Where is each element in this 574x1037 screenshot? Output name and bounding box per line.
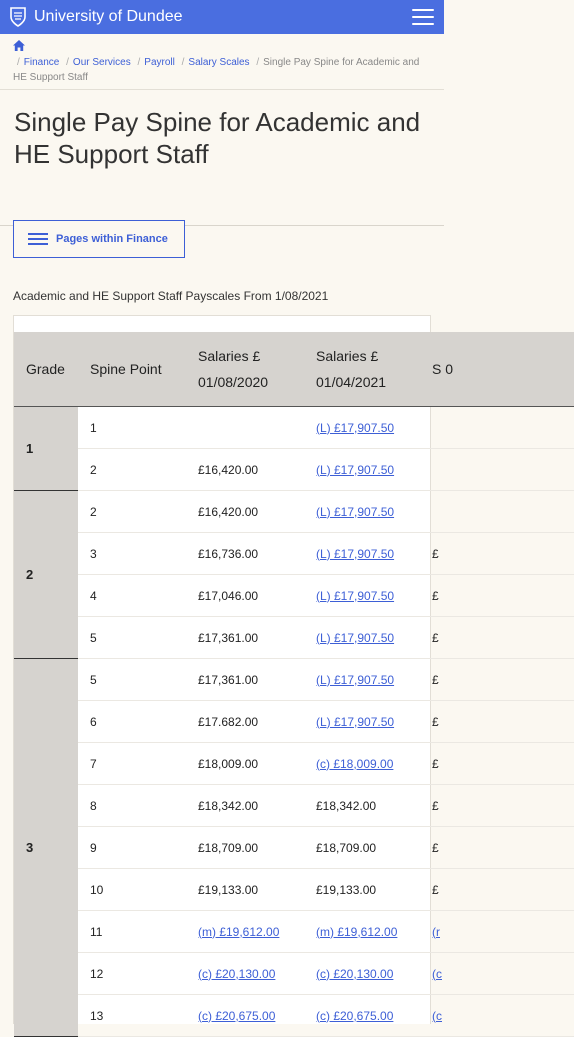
salary-next-cell: £ <box>420 701 574 743</box>
header-salary-2021: Salaries £ 01/04/2021 <box>304 332 420 407</box>
salary-2021-cell <box>304 911 420 953</box>
salary-2020-cell <box>186 407 304 449</box>
spine-point-cell: 6 <box>78 701 186 743</box>
salary-next-cell: £ <box>420 827 574 869</box>
salary-2020-cell-link[interactable]: (m) £19,612.00 <box>198 924 280 939</box>
salary-2020-cell: £17,361.00 <box>186 617 304 659</box>
salary-table <box>14 332 574 1037</box>
spine-point-cell: 2 <box>78 491 186 533</box>
spine-point-cell: 5 <box>78 659 186 701</box>
salary-2020-cell: £19,133.00 <box>186 869 304 911</box>
pages-within-finance-button[interactable] <box>13 220 185 258</box>
spine-point-cell: 5 <box>78 617 186 659</box>
table-row <box>14 785 574 827</box>
salary-next-cell-link[interactable]: (c <box>432 966 442 981</box>
breadcrumb-current: Single Pay Spine for Academic and HE Support Staff <box>13 57 420 83</box>
salary-2021-cell <box>304 659 420 701</box>
spine-point-cell: 8 <box>78 785 186 827</box>
salary-next-cell: £ <box>420 869 574 911</box>
table-row <box>14 953 574 995</box>
spine-point-cell: 11 <box>78 911 186 953</box>
salary-2020-cell: £17,046.00 <box>186 575 304 617</box>
table-row <box>14 995 574 1037</box>
spine-point-cell: 4 <box>78 575 186 617</box>
site-title[interactable]: University of Dundee <box>34 8 183 25</box>
salary-2020-cell: £18,342.00 <box>186 785 304 827</box>
table-row <box>14 491 574 533</box>
spine-point-cell: 13 <box>78 995 186 1037</box>
salary-next-cell-link[interactable]: (c <box>432 1008 442 1023</box>
salary-2020-cell <box>186 911 304 953</box>
salary-next-cell <box>420 491 574 533</box>
grade-cell: 2 <box>14 491 78 659</box>
list-menu-icon <box>28 233 48 245</box>
table-row <box>14 659 574 701</box>
salary-2021-cell-link[interactable]: (m) £19,612.00 <box>316 924 398 939</box>
salary-2021-cell <box>304 491 420 533</box>
breadcrumb-finance[interactable]: Finance <box>23 57 60 68</box>
table-row <box>14 911 574 953</box>
table-header-row <box>14 332 574 407</box>
spine-point-cell: 12 <box>78 953 186 995</box>
salary-2021-cell-link[interactable]: (c) £20,675.00 <box>316 1008 394 1023</box>
page-title: Single Pay Spine for Academic and HE Support Staff <box>0 90 444 226</box>
header-salary-next: S 0 <box>420 332 574 407</box>
salary-2020-cell: £16,420.00 <box>186 491 304 533</box>
salary-2021-cell <box>304 995 420 1037</box>
salary-2021-cell <box>304 533 420 575</box>
salary-2021-cell <box>304 701 420 743</box>
university-crest-icon[interactable] <box>10 7 26 27</box>
salary-next-cell: £ <box>420 533 574 575</box>
salary-2020-cell <box>186 953 304 995</box>
salary-next-cell <box>420 953 574 995</box>
salary-next-cell: £ <box>420 617 574 659</box>
table-row <box>14 407 574 449</box>
salary-2021-cell: £19,133.00 <box>304 869 420 911</box>
header-spine-point: Spine Point <box>78 332 186 407</box>
salary-2021-cell-link[interactable]: (L) £17,907.50 <box>316 420 395 435</box>
breadcrumb-payroll[interactable]: Payroll <box>144 57 175 68</box>
spine-point-cell: 9 <box>78 827 186 869</box>
site-header <box>0 0 444 34</box>
breadcrumb-salary-scales[interactable]: Salary Scales <box>188 57 250 68</box>
salary-next-cell <box>420 449 574 491</box>
salary-2020-cell: £16,736.00 <box>186 533 304 575</box>
grade-cell: 3 <box>14 659 78 1037</box>
table-row <box>14 533 574 575</box>
table-row <box>14 869 574 911</box>
salary-2020-cell <box>186 995 304 1037</box>
table-row <box>14 701 574 743</box>
salary-2021-cell-link[interactable]: (L) £17,907.50 <box>316 714 395 729</box>
salary-2021-cell <box>304 449 420 491</box>
salary-2021-cell <box>304 743 420 785</box>
table-row <box>14 743 574 785</box>
salary-2020-cell-link[interactable]: (c) £20,130.00 <box>198 966 276 981</box>
header-grade: Grade <box>14 332 78 407</box>
salary-2021-cell-link[interactable]: (L) £17,907.50 <box>316 630 395 645</box>
salary-next-cell: £ <box>420 659 574 701</box>
salary-next-cell: £ <box>420 785 574 827</box>
breadcrumb: / Finance / Our Services / Payroll / Salary Scales / Single Pay Spine for Academic and HE Support Staff <box>0 34 444 90</box>
salary-2021-cell <box>304 407 420 449</box>
grade-cell: 1 <box>14 407 78 491</box>
salary-2021-cell-link[interactable]: (L) £17,907.50 <box>316 546 395 561</box>
salary-2020-cell-link[interactable]: (c) £20,675.00 <box>198 1008 276 1023</box>
salary-2020-cell: £18,709.00 <box>186 827 304 869</box>
salary-next-cell <box>420 995 574 1037</box>
spine-point-cell: 3 <box>78 533 186 575</box>
table-row <box>14 827 574 869</box>
spine-point-cell: 2 <box>78 449 186 491</box>
salary-2021-cell-link[interactable]: (c) £18,009.00 <box>316 756 394 771</box>
salary-2021-cell-link[interactable]: (L) £17,907.50 <box>316 462 395 477</box>
salary-next-cell: £ <box>420 743 574 785</box>
salary-next-cell: £ <box>420 575 574 617</box>
spine-point-cell: 7 <box>78 743 186 785</box>
hamburger-menu-icon[interactable] <box>412 9 434 25</box>
salary-2021-cell: £18,342.00 <box>304 785 420 827</box>
salary-2021-cell: £18,709.00 <box>304 827 420 869</box>
salary-2021-cell <box>304 953 420 995</box>
salary-next-cell <box>420 911 574 953</box>
salary-2021-cell-link[interactable]: (L) £17,907.50 <box>316 588 395 603</box>
salary-next-cell <box>420 407 574 449</box>
table-row <box>14 617 574 659</box>
salary-2020-cell: £17.682.00 <box>186 701 304 743</box>
salary-next-cell-link[interactable]: (r <box>432 924 440 939</box>
spine-point-cell: 10 <box>78 869 186 911</box>
salary-2021-cell-link[interactable]: (L) £17,907.50 <box>316 504 395 519</box>
breadcrumb-our-services[interactable]: Our Services <box>72 57 131 68</box>
salary-2021-cell-link[interactable]: (L) £17,907.50 <box>316 672 395 687</box>
salary-2020-cell: £18,009.00 <box>186 743 304 785</box>
salary-2021-cell-link[interactable]: (c) £20,130.00 <box>316 966 394 981</box>
salary-table-container[interactable] <box>13 315 454 1024</box>
table-body <box>14 407 574 1037</box>
pages-within-finance-label: Pages within Finance <box>56 233 168 245</box>
spine-point-cell: 1 <box>78 407 186 449</box>
salary-2020-cell: £17,361.00 <box>186 659 304 701</box>
header-salary-2020: Salaries £ 01/08/2020 <box>186 332 304 407</box>
table-row <box>14 575 574 617</box>
home-icon[interactable] <box>13 40 25 51</box>
salary-2021-cell <box>304 575 420 617</box>
payscales-subheading: Academic and HE Support Staff Payscales From 1/08/2021 <box>13 289 329 303</box>
salary-2021-cell <box>304 617 420 659</box>
table-row <box>14 449 574 491</box>
salary-2020-cell: £16,420.00 <box>186 449 304 491</box>
